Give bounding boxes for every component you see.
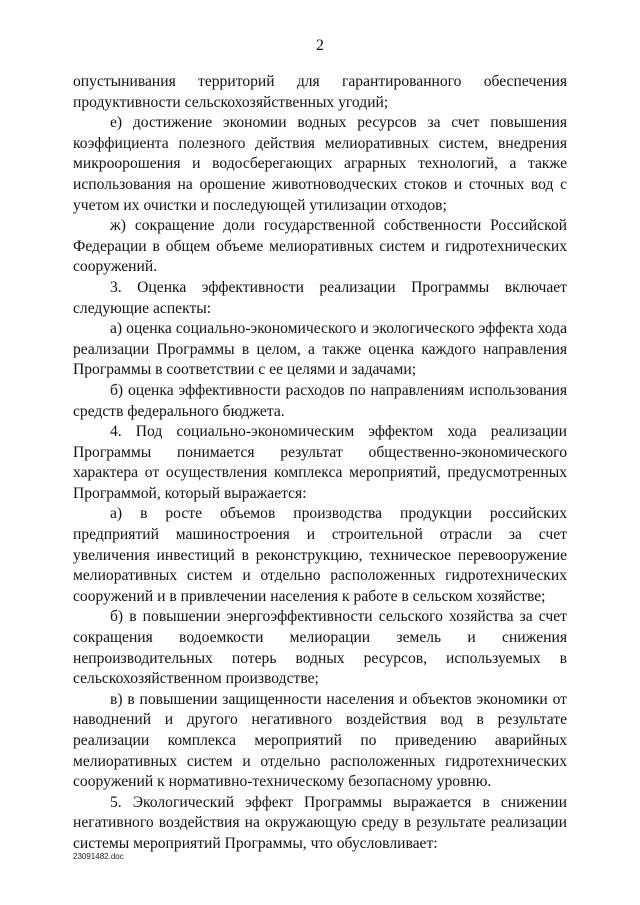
paragraph: в) в повышении защищенности населения и объектов экономики от наводнений и другого негативного воздействия вод в результате реализации комплекса мероприятий по приведению аварийных мелиоративных систем и отдельно расположенных гидротехнических сооружений к нормативно-техническому безопасному уровню. [73,690,567,791]
paragraph: е) достижение экономии водных ресурсов за счет повышения коэффициента полезного действия мелиоративных систем, внедрения микроорошения и водосберегающих аграрных технологий, а также использования на орошение животноводческих стоков и сточных вод с учетом их очистки и последующей утилизации отходов; [73,114,567,214]
file-name-footer: 23091482.doc [73,852,124,861]
paragraph: б) в повышении энергоэффективности сельского хозяйства за счет сокращения водоемкости мелиорации земель и снижения непроизводительных потерь водных ресурсов, используемых в сельскохозяйственном производстве; [73,608,567,688]
paragraph: 4. Под социально-экономическим эффектом хода реализации Программы понимается результат общественно-экономического характера от осуществления комплекса мероприятий, предусмотренных Программой, который выражается: [73,423,567,502]
paragraph: ж) сокращение доли государственной собственности Российской Федерации в общем объеме мелиоративных систем и гидротехнических сооружений. [73,217,567,276]
page-number: 2 [316,37,324,54]
paragraph: опустынивания территорий для гарантированного обеспечения продуктивности сельскохозяйственных угодий; [73,73,567,111]
paragraph: 3. Оценка эффективности реализации Программы включает следующие аспекты: [73,278,567,317]
document-body [73,72,567,855]
paragraph: 5. Экологический эффект Программы выражается в снижении негативного воздействия на окружающую среду в результате реализации системы мероприятий Программы, что обусловливает: [73,793,567,852]
paragraph: а) в росте объемов производства продукции российских предприятий машиностроения и строительной отрасли за счет увеличения инвестиций в реконструкцию, техническое перевооружение мелиоративных систем и отдельно расположенных гидротехнических сооружений и в привлечении населения к работе в сельском хозяйстве; [73,505,567,605]
paragraph: б) оценка эффективности расходов по направлениям использования средств федерального бюджета. [73,381,567,420]
paragraph: а) оценка социально-экономического и экологического эффекта хода реализации Программы в целом, а также оценка каждого направления Программы в соответствии с ее целями и задачами; [73,320,567,379]
